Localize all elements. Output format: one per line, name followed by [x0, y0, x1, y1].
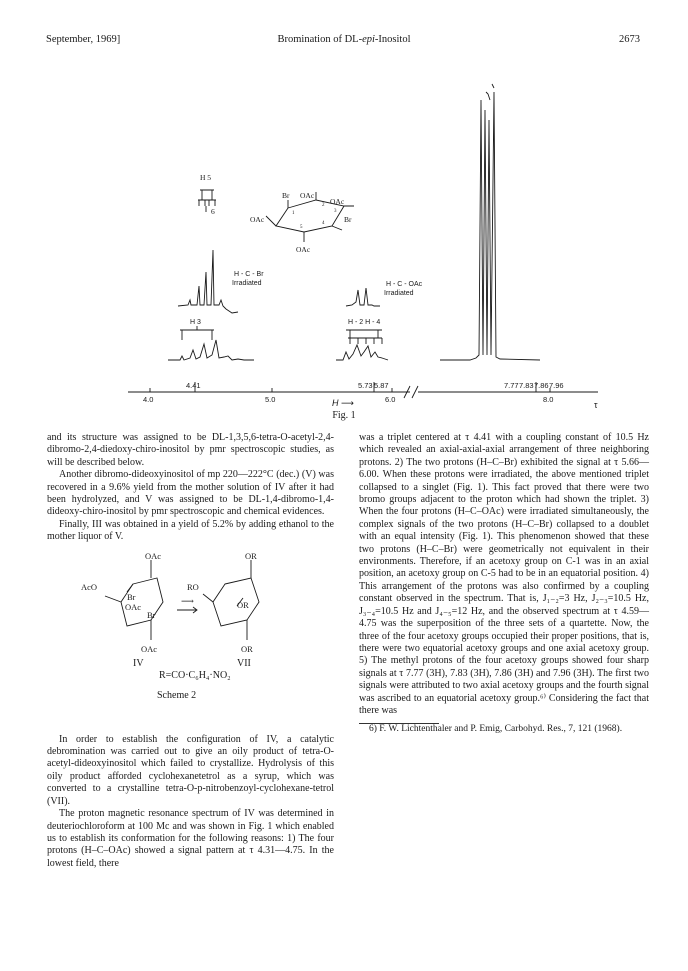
nmr-spectrum-plot [0, 0, 688, 450]
page-number: 2673 [619, 34, 640, 45]
structure-num-3: 3 [334, 209, 337, 214]
right-column [359, 432, 649, 736]
peak-label-777: 7.77 [504, 381, 519, 390]
axis-tick-5: 5.0 [265, 395, 276, 404]
left-para-4: In order to establish the configuration of IV, a catalytic debromination was carried out to give an oily product of tetra-O-acetyl-dideoxyinositol which failed to crystallize. Hydrolysis of this oily product afforded cyclohexanetetrol as a syrup, which was converted to a crystalline tetra-O-p-nitrobenzoyl-cyclohexane-tetrol (VII). [47, 733, 334, 807]
scheme-label-vii: VII [237, 657, 251, 669]
annot-h24: H - 2 H - 4 [348, 319, 381, 326]
trace-hcoac-irradiated [346, 288, 380, 306]
structure-br-top: Br [282, 191, 290, 200]
annot-hcbr-line2: Irradiated [232, 280, 262, 287]
left-column [47, 432, 334, 870]
scheme-iv-oac-bottom: OAc [141, 643, 158, 654]
annot-hcbr-line1: H - C - Br [234, 271, 264, 278]
scheme-iv-oac-mid: OAc [125, 601, 142, 612]
scheme-vii-or-top: OR [245, 550, 257, 561]
running-header-title: Bromination of DL-epi-Inositol [277, 34, 411, 45]
scheme-structures [47, 550, 334, 730]
trace-acetyl-irradiated [486, 84, 494, 100]
scheme-iv-br2: Br [147, 609, 156, 620]
axis-tau-label: τ [594, 400, 598, 410]
scheme-vii-ring [213, 578, 259, 626]
trace-hcbr-irradiated [178, 250, 238, 313]
h3-multiplet-tree [180, 326, 214, 340]
scheme-iv-aco: AcO [81, 581, 98, 592]
scheme-iv-br1: Br [127, 591, 136, 602]
left-para-5: The proton magnetic resonance spectrum of IV was determined in deuteriochloroform at 100 Mc and was shown in Fig. 1 which enabled us to establish its conformation for the following reasons: 1) The four protons (H–C–OAc) showed a signal pattern at τ 4.31—4.75. In the lowest field, there [47, 808, 334, 869]
scheme-caption: Scheme 2 [157, 689, 197, 701]
left-para-3: Finally, III was obtained in a yield of 5.2% by adding ethanol to the mother liquor of V. [47, 518, 334, 543]
trace-h24-normal [336, 345, 388, 360]
scheme-2 [47, 550, 334, 730]
structure-num-4: 4 [322, 221, 325, 226]
peak-label-783: 7.83 [519, 381, 534, 390]
structure-oac-right: OAc [330, 197, 345, 206]
scheme-arrow-line [177, 607, 197, 613]
left-para-1: and its structure was assigned to be DL-1,3,5,6-tetra-O-acetyl-2,4-dibromo-2,4-diedoxy-chiro-inositol by pmr spectroscopic studies, as will be described below. [47, 432, 334, 468]
peak-label-786: 7.86 [534, 381, 549, 390]
structure-num-1: 1 [292, 211, 295, 216]
structure-multiplet [198, 190, 216, 206]
annot-hcoac-line1: H - C - OAc [386, 281, 423, 288]
nmr-figure [0, 0, 688, 450]
axis-tick-4: 4.0 [143, 395, 154, 404]
structure-br-right: Br [344, 215, 352, 224]
scheme-vii-or-bottom: OR [241, 643, 253, 654]
trace-acetyl-peaks [440, 92, 540, 360]
peak-label-796: 7.96 [549, 381, 564, 390]
axis-tick-6: 6.0 [385, 395, 396, 404]
scheme-r-definition: R=CO·C₆H₄·NO₂ [159, 669, 231, 681]
axis-h-arrow: H ⟶ [332, 398, 354, 408]
scheme-arrow-glyph: ⟶ [181, 595, 194, 606]
structure-h5-label: H 5 [200, 173, 212, 182]
right-para-1: was a triplet centered at τ 4.41 with a coupling constant of 10.5 Hz which revealed an axial-axial-axial arrangement of three neighboring protons. 2) The two protons (H–C–Br) exhibited the signal at τ 5.66—6.00. When these protons were irradiated, the above mentioned triplet collapsed to a singlet (Fig. 1). This fact proved that there were two bromo groups adjacent to the proton which had shown the triplet. 3) When the four protons (H–C–OAc) were irradiated simultaneously, the complex signals of the two protons (H–C–Br) collapsed to a doublet with an equal intensity (Fig. 1). This phenomenon showed that these two protons (H–C–Br) were geometrically not equivalent in their environments. Therefore, if an acetoxy group on C-1 was in an axial position, an acetoxy group on C-5 had to be in an equatorial position. 4) This arrangement of the protons was also confirmed by a coupling constant observed in the spectrum. That is, J₁₋₂=3 Hz, J₂₋₃=10.5 Hz, J₃₋₄=10.5 Hz and J₄₋₅=12 Hz, and the observed spectrum at τ 4.59—4.75 was the superposition of the three sets of a quartette. Now, the three of the four acetoxy groups occupied their proper positions, that is, there were two equatorial acetoxy groups and one axial acetoxy group. 5) The methyl protons of the four acetoxy groups showed four sharp signals at τ 7.77 (3H), 7.83 (3H), 7.86 (3H) and 7.96 (3H). The first two signals were attributed to two axial acetoxy groups and the fourth signal was ascribed to an equatorial acetoxy group.⁶⁾ Considering the fact that there was [359, 432, 649, 716]
structure-oac-left: OAc [250, 215, 265, 224]
trace-h3-normal [168, 340, 254, 360]
peak-label-441: 4.41 [186, 381, 201, 390]
structure-h6-label: 6 [211, 207, 215, 216]
structure-oac-top: OAc [300, 191, 315, 200]
structure-num-2: 2 [322, 203, 325, 208]
structure-num-5: 5 [300, 225, 303, 230]
scheme-vii-ro: RO [187, 581, 199, 592]
footnote-6: 6) F. W. Lichtenthaler and P. Emig, Carbohyd. Res., 7, 121 (1968). [369, 724, 623, 735]
axis-tick-8: 8.0 [543, 395, 554, 404]
scheme-iv-oac-top: OAc [145, 550, 162, 561]
annot-hcoac-line2: Irradiated [384, 290, 414, 297]
figure-caption: Fig. 1 [332, 410, 356, 421]
peak-label-587: 5.87 [374, 381, 389, 390]
h24-multiplet-tree [346, 330, 382, 344]
running-header-left: September, 1969] [46, 34, 121, 45]
left-para-2: Another dibromo-dideoxyinositol of mp 220—222°C (dec.) (V) was recovered in a 9.6% yield from the mother solution of IV after it had been hydrolyzed, and V was assigned to be DL-1,4-dibromo-1,4-dideoxy-chiro-inositol by pmr spectroscopic and chemical evidences. [47, 469, 334, 518]
peak-label-573: 5.73 [358, 381, 373, 390]
structure-oac-bottom: OAc [296, 245, 311, 254]
tau-axis-ticks [150, 388, 550, 392]
annot-h3: H 3 [190, 319, 201, 326]
scheme-label-iv: IV [133, 657, 144, 669]
scheme-vii-or-mid: OR [237, 599, 249, 610]
